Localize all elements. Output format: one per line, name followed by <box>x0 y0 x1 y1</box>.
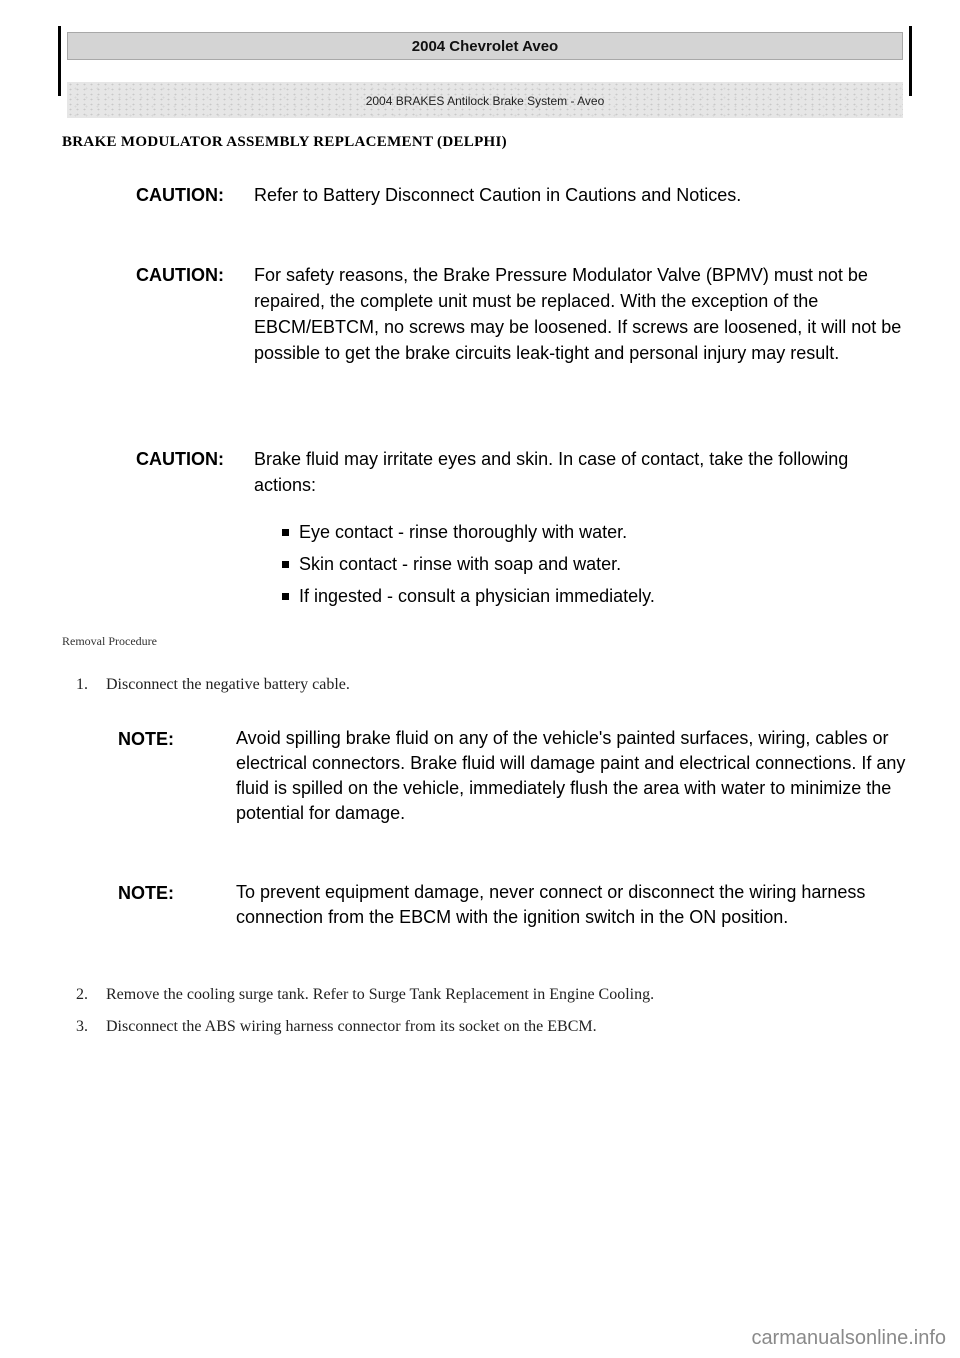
list-item-text: Eye contact - rinse thoroughly with water. <box>299 521 628 542</box>
header-subtitle: 2004 BRAKES Antilock Brake System - Aveo <box>365 94 605 108</box>
caution-label: CAUTION: <box>136 449 224 469</box>
caution-label: CAUTION: <box>136 265 224 285</box>
note-text: Avoid spilling brake fluid on any of the vehicle's painted surfaces, wiring, cables or electrical connectors. Brake fluid will damage paint and electrical connections. If any fluid is spilled on the vehicle, immediately flush the area with water to minimize the potential for damage. <box>236 728 906 823</box>
step-text: Disconnect the negative battery cable. <box>106 676 350 693</box>
list-item <box>282 548 902 580</box>
step-text: Disconnect the ABS wiring harness connector from its socket on the EBCM. <box>106 1018 597 1035</box>
caution-block-2 <box>136 262 906 366</box>
caution-label: CAUTION: <box>136 185 224 205</box>
note-block-1 <box>118 726 908 826</box>
step-number: 2. <box>76 986 88 1003</box>
bullet-icon <box>282 593 289 600</box>
list-item <box>282 516 902 548</box>
step-number: 1. <box>76 676 88 693</box>
caution-text: Brake fluid may irritate eyes and skin. In case of contact, take the following actions: <box>254 449 849 495</box>
caution-text: Refer to Battery Disconnect Caution in Cautions and Notices. <box>254 185 742 205</box>
step-3 <box>76 1018 916 1036</box>
document-title: BRAKE MODULATOR ASSEMBLY REPLACEMENT (DELPHI) <box>62 134 507 150</box>
watermark-text: carmanualsonline.info <box>751 1327 946 1349</box>
bullet-icon <box>282 529 289 536</box>
note-label: NOTE: <box>118 883 174 903</box>
note-block-2 <box>118 880 908 930</box>
step-1 <box>76 676 916 694</box>
step-number: 3. <box>76 1018 88 1035</box>
caution-block-3 <box>136 446 906 498</box>
section-heading: Removal Procedure <box>62 634 157 648</box>
note-label: NOTE: <box>118 729 174 749</box>
caution-text: For safety reasons, the Brake Pressure Modulator Valve (BPMV) must not be repaired, the complete unit must be replaced. With the exception of the EBCM/EBTCM, no screws may be loosened. If screws are loosened, it will not be possible to get the brake circuits leak-tight and personal injury may result. <box>254 265 902 363</box>
bullet-icon <box>282 561 289 568</box>
list-item-text: If ingested - consult a physician immediately. <box>299 585 655 606</box>
note-text: To prevent equipment damage, never connect or disconnect the wiring harness connection from the EBCM with the ignition switch in the ON position. <box>236 882 866 927</box>
first-aid-list <box>282 516 902 612</box>
list-item-text: Skin contact - rinse with soap and water. <box>299 553 622 574</box>
step-text: Remove the cooling surge tank. Refer to Surge Tank Replacement in Engine Cooling. <box>106 986 655 1003</box>
document-header <box>58 26 912 108</box>
list-item <box>282 580 902 612</box>
caution-block-1 <box>136 182 906 208</box>
step-2 <box>76 986 916 1004</box>
header-title: 2004 Chevrolet Aveo <box>67 32 903 60</box>
